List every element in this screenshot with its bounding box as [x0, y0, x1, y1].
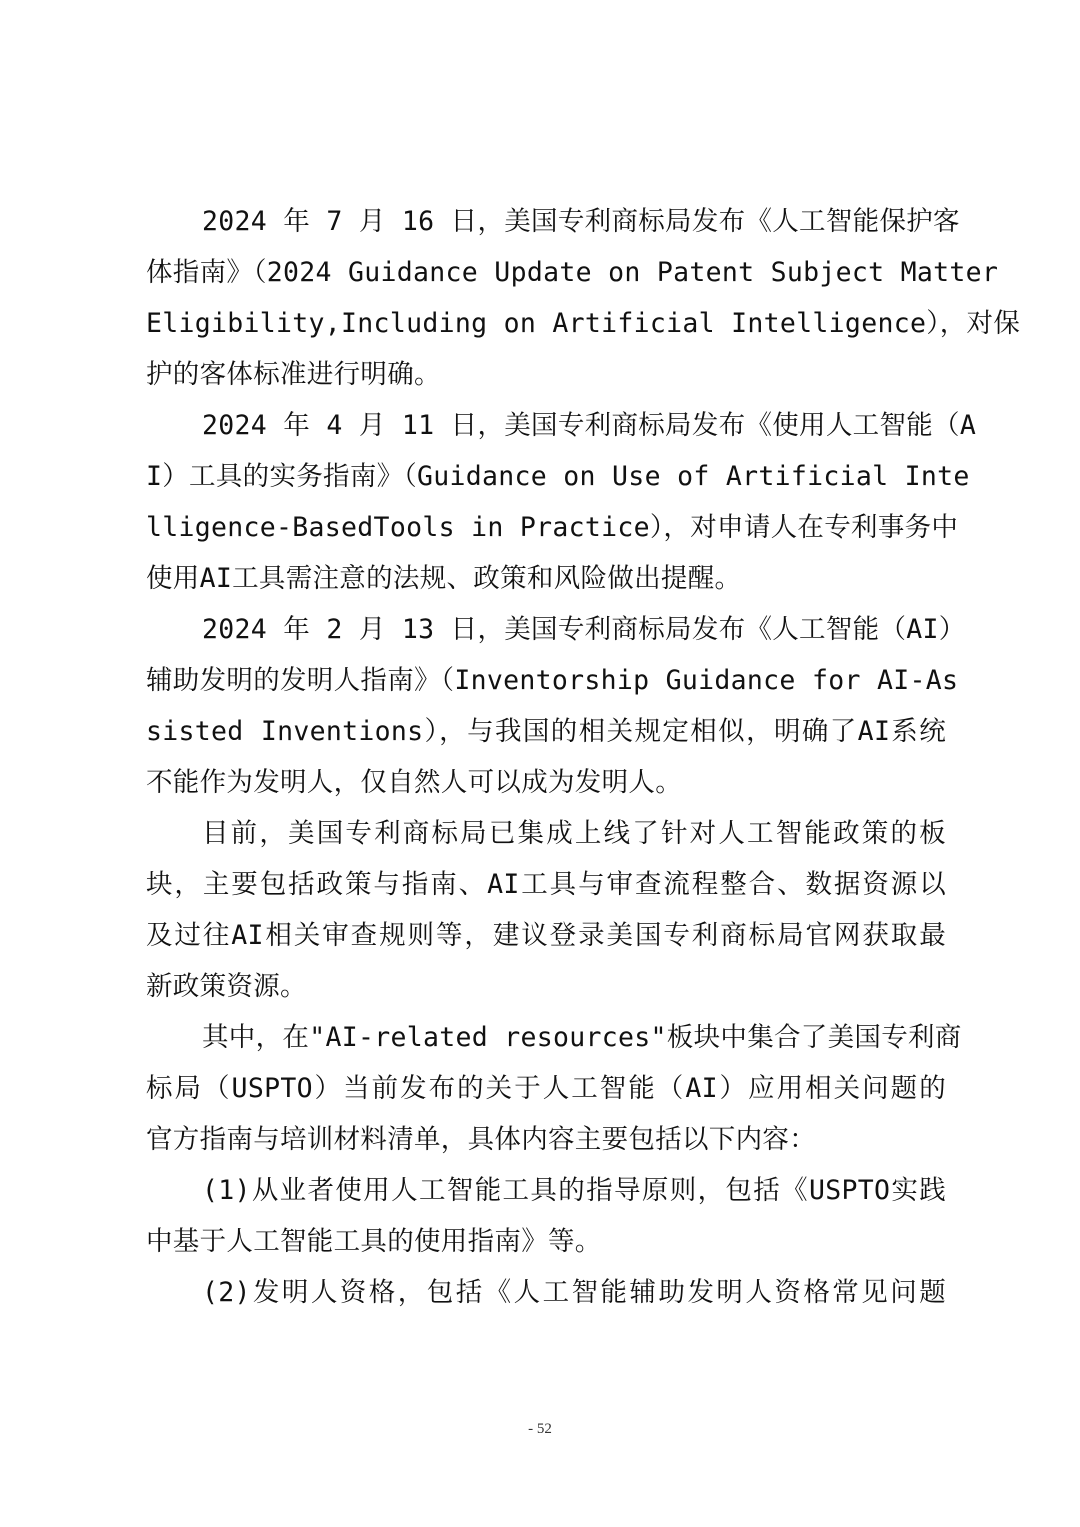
paragraph-line: (2)发明人资格，包括《人工智能辅助发明人资格常见问题 [202, 1277, 946, 1308]
paragraph-line: 2024 年 4 月 11 日，美国专利商标局发布《使用人工智能（A [202, 410, 977, 441]
paragraph-line: Eligibility,Including on Artificial Intelligence），对保 [146, 308, 1021, 339]
paragraph-line: 块，主要包括政策与指南、AI工具与审查流程整合、数据资源以 [146, 869, 946, 900]
paragraph-line: 体指南》（2024 Guidance Update on Patent Subject Matter [146, 257, 999, 288]
paragraph-line: 官方指南与培训材料清单，具体内容主要包括以下内容： [146, 1124, 816, 1155]
paragraph-line: 新政策资源。 [146, 971, 307, 1002]
paragraph-line: 其中，在"AI-related resources"板块中集合了美国专利商 [202, 1022, 962, 1053]
page-number: - 52 [528, 1421, 552, 1437]
paragraph-line: lligence-BasedTools in Practice），对申请人在专利事务中 [146, 512, 959, 543]
paragraph-line: 护的客体标准进行明确。 [146, 359, 441, 390]
paragraph-line: 标局（USPTO）当前发布的关于人工智能（AI）应用相关问题的 [146, 1073, 946, 1104]
paragraph-line: 中基于人工智能工具的使用指南》等。 [146, 1226, 602, 1257]
paragraph-line: 使用AI工具需注意的法规、政策和风险做出提醒。 [146, 563, 742, 594]
paragraph-line: 及过往AI相关审查规则等，建议登录美国专利商标局官网获取最 [146, 920, 946, 951]
paragraph-line: I）工具的实务指南》（Guidance on Use of Artificial Inte [146, 461, 970, 492]
paragraph-line: 辅助发明的发明人指南》（Inventorship Guidance for AI-As [146, 665, 959, 696]
paragraph-line: (1)从业者使用人工智能工具的指导原则，包括《USPTO实践 [202, 1175, 946, 1206]
paragraph-line: sisted Inventions），与我国的相关规定相似，明确了AI系统 [146, 716, 946, 747]
paragraph-line: 2024 年 2 月 13 日，美国专利商标局发布《人工智能（AI） [202, 614, 966, 645]
paragraph-line: 不能作为发明人，仅自然人可以成为发明人。 [146, 767, 682, 798]
document-body [146, 196, 1021, 1318]
paragraph-line: 目前，美国专利商标局已集成上线了针对人工智能政策的板 [202, 818, 946, 849]
paragraph-line: 2024 年 7 月 16 日，美国专利商标局发布《人工智能保护客 [202, 206, 960, 237]
